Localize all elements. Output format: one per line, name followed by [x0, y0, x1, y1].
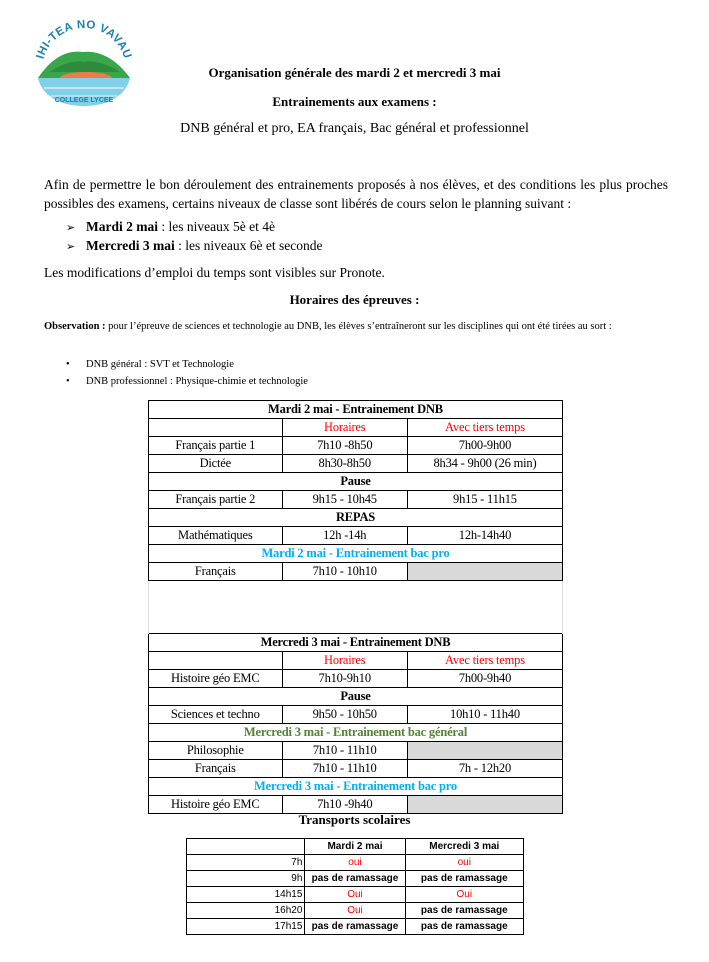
- arrow-bullet-icon: ➢: [66, 241, 76, 253]
- bullet-dot-icon: •: [66, 359, 70, 370]
- table-row: Mathématiques 12h -14h 12h-14h40: [149, 527, 563, 545]
- page-title: Organisation générale des mardi 2 et mercredi 3 mai: [208, 65, 501, 80]
- table-row: Français partie 1 7h10 -8h50 7h00-9h00: [149, 437, 563, 455]
- dnb-item: • DNB général : SVT et Technologie: [66, 359, 234, 370]
- table-row: Histoire géo EMC 7h10 -9h40: [149, 796, 563, 814]
- table-row: Mercredi 3 mai - Entrainement bac général: [149, 724, 563, 742]
- dnb-item: • DNB professionnel : Physique-chimie et technologie: [66, 376, 308, 387]
- table-row: Français partie 2 9h15 - 10h45 9h15 - 11h15: [149, 491, 563, 509]
- logo-text-bottom: COLLEGE LYCEE: [54, 97, 114, 104]
- table-row: Mardi 2 mai Mercredi 3 mai: [187, 839, 524, 855]
- schedule-table: [148, 400, 563, 814]
- table-row: Mardi 2 mai - Entrainement bac pro: [149, 545, 563, 563]
- table-row: Dictée 8h30-8h50 8h34 - 9h00 (26 min): [149, 455, 563, 473]
- table-row: 14h15 Oui Oui: [187, 887, 524, 903]
- table-row: Pause: [149, 473, 563, 491]
- table-row: Sciences et techno 9h50 - 10h50 10h10 - 11h40: [149, 706, 563, 724]
- logo-text-top: IHI-TEA NO VAVAU: [34, 18, 134, 61]
- table-row: Français 7h10 - 11h10 7h - 12h20: [149, 760, 563, 778]
- intro-paragraph: Afin de permettre le bon déroulement des entrainements proposés à nos élèves, et des conditions les plus proches possibles des examens, certains niveaux de classe sont libérés de cours selon le planning suivant :: [44, 177, 668, 211]
- table-row: Mercredi 3 mai - Entrainement DNB: [149, 634, 563, 652]
- bullet-dot-icon: •: [66, 376, 70, 387]
- day-item-mardi: ➢ Mardi 2 mai : les niveaux 5è et 4è: [66, 219, 275, 234]
- arrow-bullet-icon: ➢: [66, 222, 76, 234]
- exams-list: DNB général et pro, EA français, Bac général et professionnel: [180, 121, 529, 136]
- table-row: 17h15 pas de ramassage pas de ramassage: [187, 919, 524, 935]
- table-row: 9h pas de ramassage pas de ramassage: [187, 871, 524, 887]
- transports-title: Transports scolaires: [298, 812, 411, 827]
- table-row: Philosophie 7h10 - 11h10: [149, 742, 563, 760]
- table-row: Histoire géo EMC 7h10-9h10 7h00-9h40: [149, 670, 563, 688]
- table-row: Mardi 2 mai - Entrainement DNB: [149, 401, 563, 419]
- table-row: Pause: [149, 688, 563, 706]
- table-row: Mercredi 3 mai - Entrainement bac pro: [149, 778, 563, 796]
- day-item-mercredi: ➢ Mercredi 3 mai : les niveaux 6è et seconde: [66, 238, 323, 253]
- observation: Observation : pour l’épreuve de sciences et technologie au DNB, les élèves s’entraîneront sur les disciplines qui ont été tirées au sort :: [44, 321, 612, 332]
- transports-table: [186, 838, 524, 935]
- table-row: Français 7h10 - 10h10: [149, 563, 563, 581]
- table-row: Horaires Avec tiers temps: [149, 419, 563, 437]
- table-row: 16h20 Oui pas de ramassage: [187, 903, 524, 919]
- pronote-note: Les modifications d’emploi du temps sont visibles sur Pronote.: [44, 265, 385, 280]
- horaires-title: Horaires des épreuves :: [289, 292, 420, 307]
- table-row: Horaires Avec tiers temps: [149, 652, 563, 670]
- table-row: REPAS: [149, 509, 563, 527]
- page-subtitle: Entrainements aux examens :: [272, 94, 437, 109]
- table-row: 7h oui oui: [187, 855, 524, 871]
